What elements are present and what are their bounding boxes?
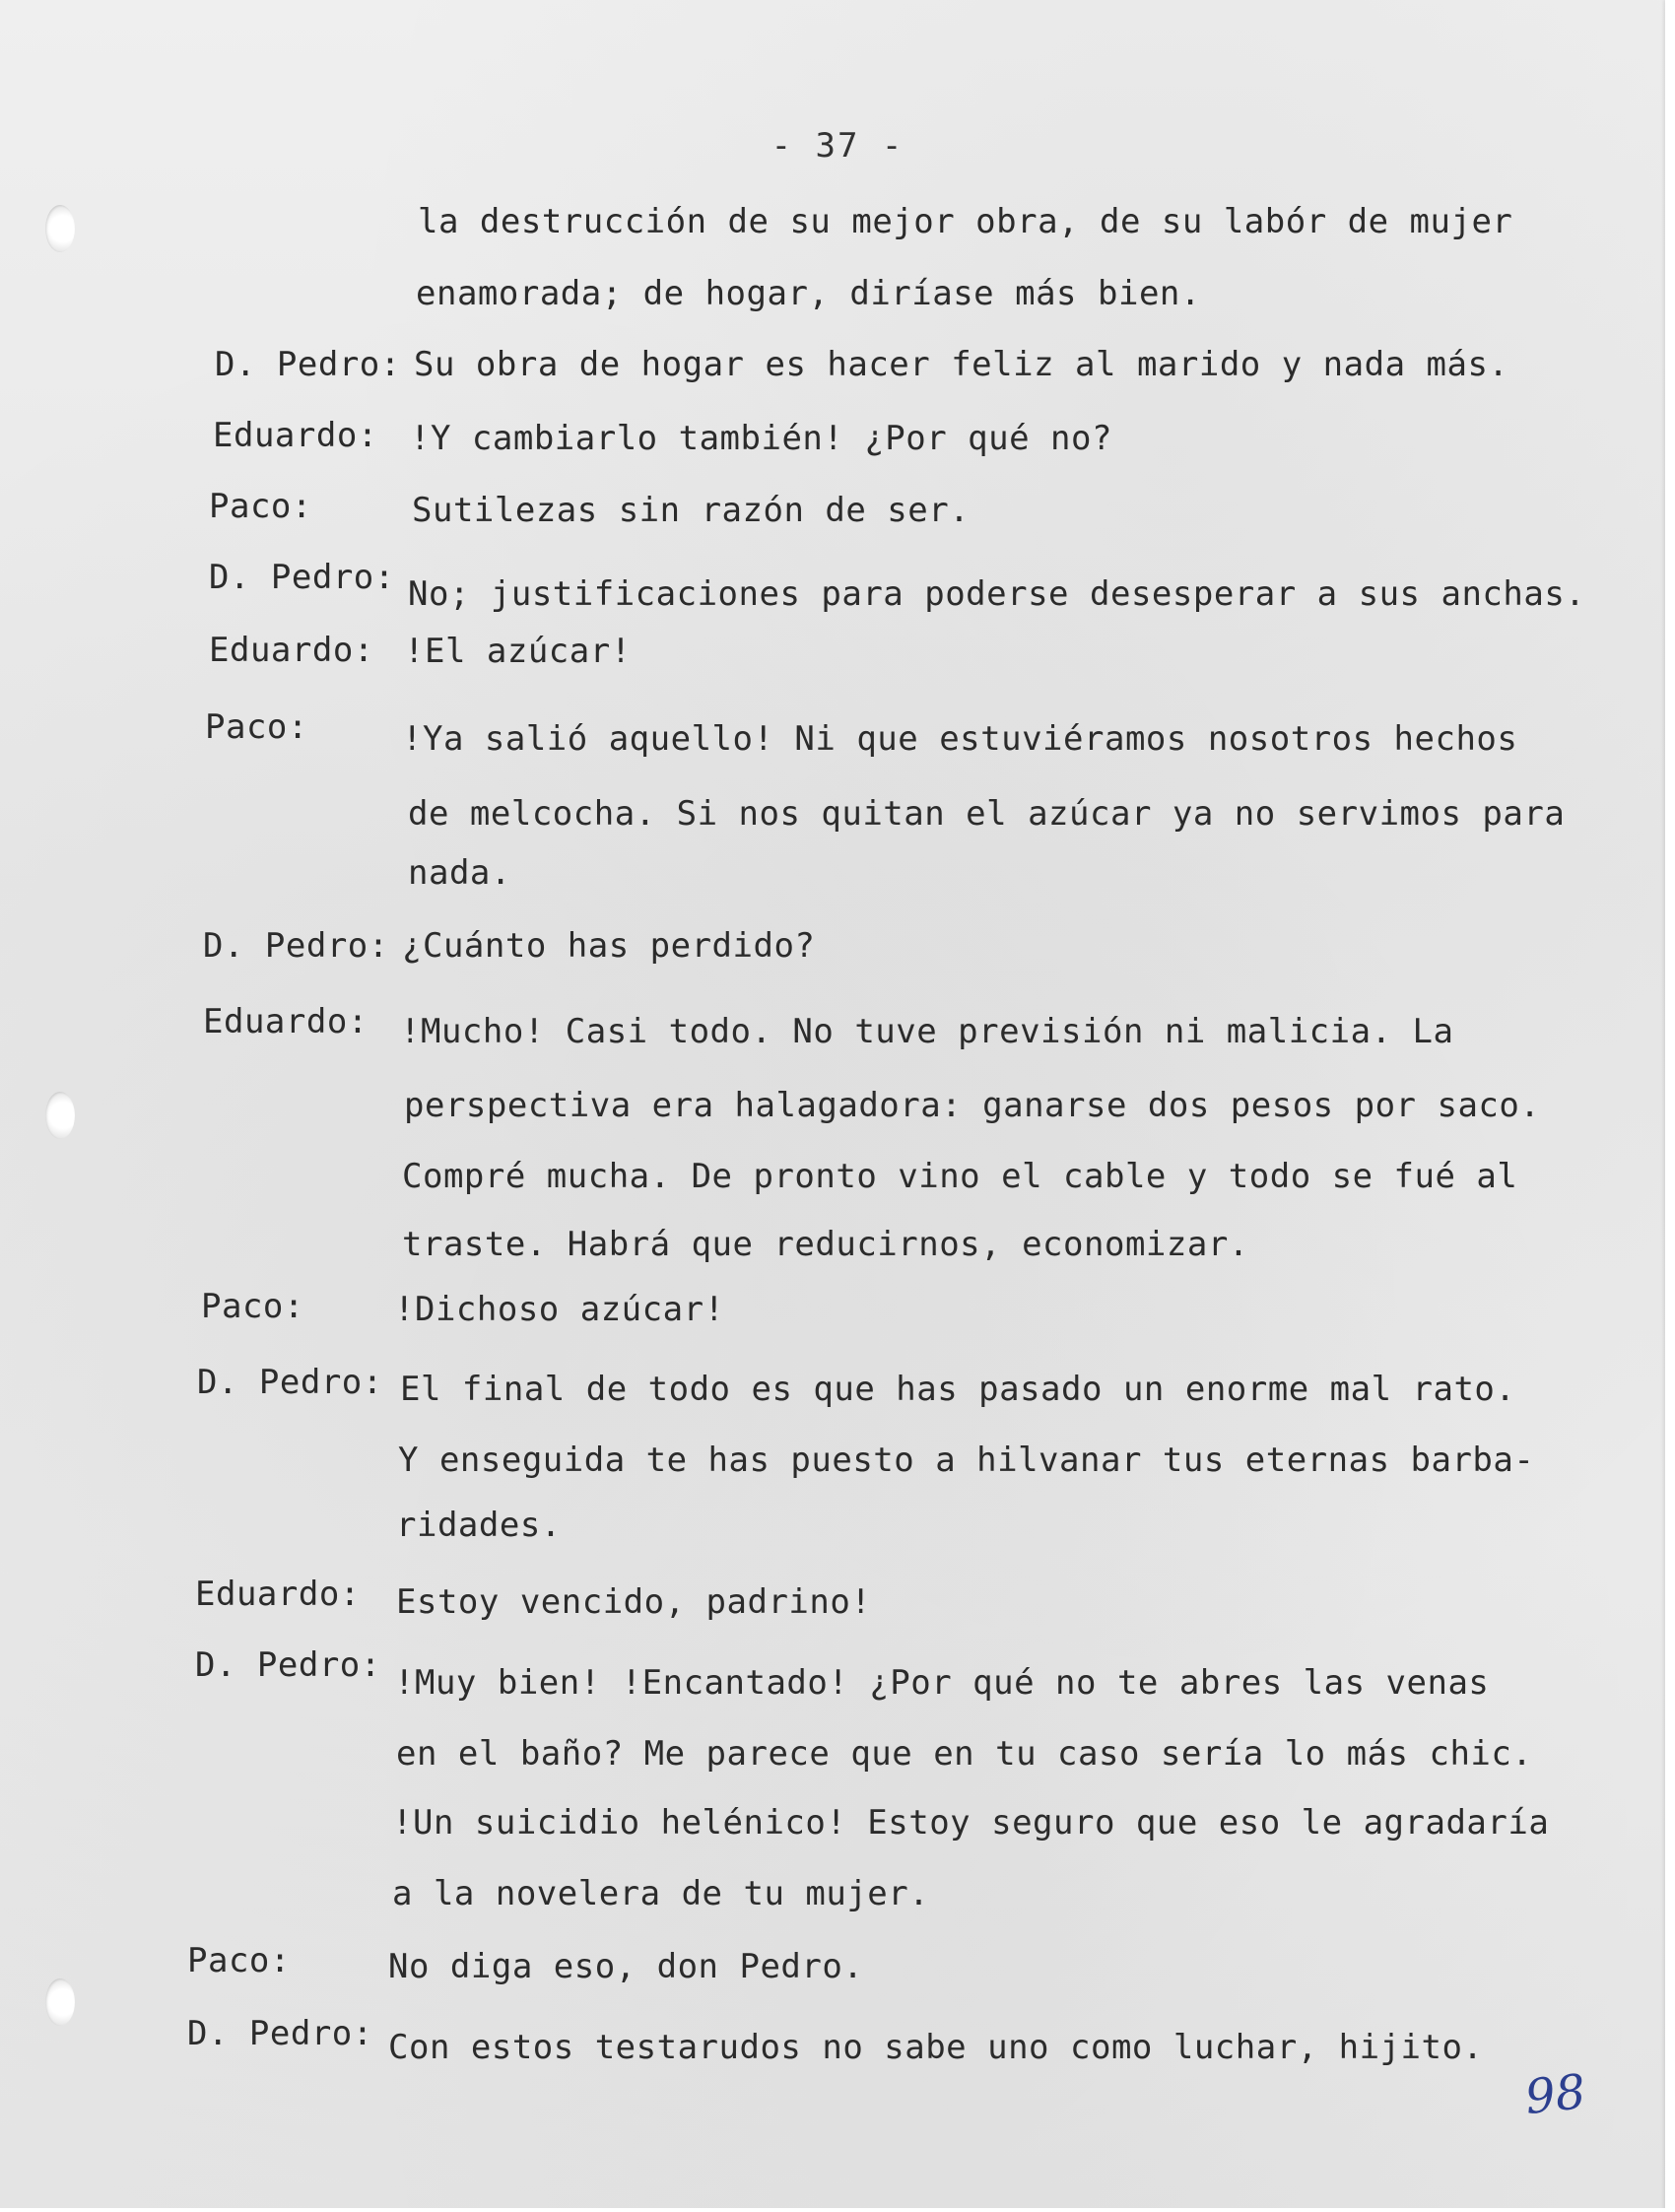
dialogue-line: !Y cambiarlo también! ¿Por qué no? — [410, 419, 1112, 458]
dialogue-line: El final de todo es que has pasado un enorme mal rato. — [400, 1370, 1516, 1409]
speaker-name: Eduardo: — [209, 631, 374, 670]
dialogue-line: nada. — [408, 853, 511, 893]
dialogue-line: Y enseguida te has puesto a hilvanar tus eternas barba- — [398, 1441, 1535, 1480]
page-edge-bottom — [0, 2208, 1675, 2212]
speaker-name: Eduardo: — [213, 416, 378, 455]
page-edge — [1665, 0, 1675, 2212]
speaker-name: D. Pedro: — [215, 345, 401, 384]
speaker-name: D. Pedro: — [209, 558, 395, 597]
punch-hole-top — [45, 205, 75, 252]
dialogue-line: !Un suicidio helénico! Estoy seguro que eso le agradaría — [392, 1803, 1550, 1843]
dialogue-line: Con estos testarudos no sabe uno como luchar, hijito. — [388, 2028, 1484, 2067]
dialogue-line: Estoy vencido, padrino! — [396, 1582, 872, 1622]
dialogue-line: en el baño? Me parece que en tu caso sería lo más chic. — [396, 1734, 1533, 1774]
page-number: - 37 - — [770, 126, 904, 166]
speaker-name: Eduardo: — [195, 1575, 361, 1614]
dialogue-line: !Ya salió aquello! Ni que estuviéramos nosotros hechos — [402, 719, 1518, 759]
dialogue-line: perspectiva era halagadora: ganarse dos pesos por saco. — [404, 1086, 1541, 1125]
speaker-name: D. Pedro: — [187, 2014, 373, 2053]
dialogue-line: !Muy bien! !Encantado! ¿Por qué no te abres las venas — [394, 1663, 1490, 1703]
speaker-name: Eduardo: — [203, 1002, 368, 1041]
dialogue-line: de melcocha. Si nos quitan el azúcar ya no servimos para — [408, 794, 1566, 834]
speaker-name: D. Pedro: — [197, 1363, 383, 1402]
dialogue-line: Sutilezas sin razón de ser. — [412, 491, 971, 530]
speaker-name: D. Pedro: — [195, 1645, 381, 1685]
dialogue-line: la destrucción de su mejor obra, de su labór de mujer — [418, 202, 1513, 241]
speaker-name: Paco: — [201, 1287, 304, 1326]
dialogue-line: !El azúcar! — [404, 632, 632, 671]
handwritten-folio-number: 98 — [1522, 2063, 1588, 2126]
speaker-name: Paco: — [209, 487, 312, 526]
dialogue-line: !Dichoso azúcar! — [394, 1290, 725, 1329]
dialogue-line: Su obra de hogar es hacer feliz al marido y nada más. — [414, 345, 1509, 384]
punch-hole-bottom — [45, 1978, 75, 2026]
dialogue-line: enamorada; de hogar, diríase más bien. — [416, 274, 1201, 313]
dialogue-line: a la novelera de tu mujer. — [392, 1874, 930, 1913]
dialogue-line: Compré mucha. De pronto vino el cable y todo se fué al — [402, 1157, 1518, 1196]
speaker-name: Paco: — [187, 1941, 291, 1980]
punch-hole-middle — [45, 1092, 75, 1139]
dialogue-line: traste. Habrá que reducirnos, economizar. — [402, 1225, 1249, 1264]
speaker-name: Paco: — [205, 707, 308, 747]
dialogue-line: ¿Cuánto has perdido? — [402, 926, 816, 966]
dialogue-line: !Mucho! Casi todo. No tuve previsión ni malicia. La — [400, 1012, 1454, 1051]
speaker-name: D. Pedro: — [203, 926, 389, 966]
dialogue-line: No; justificaciones para poderse desesperar a sus anchas. — [408, 574, 1586, 614]
dialogue-line: ridades. — [396, 1506, 562, 1545]
dialogue-line: No diga eso, don Pedro. — [388, 1947, 864, 1986]
